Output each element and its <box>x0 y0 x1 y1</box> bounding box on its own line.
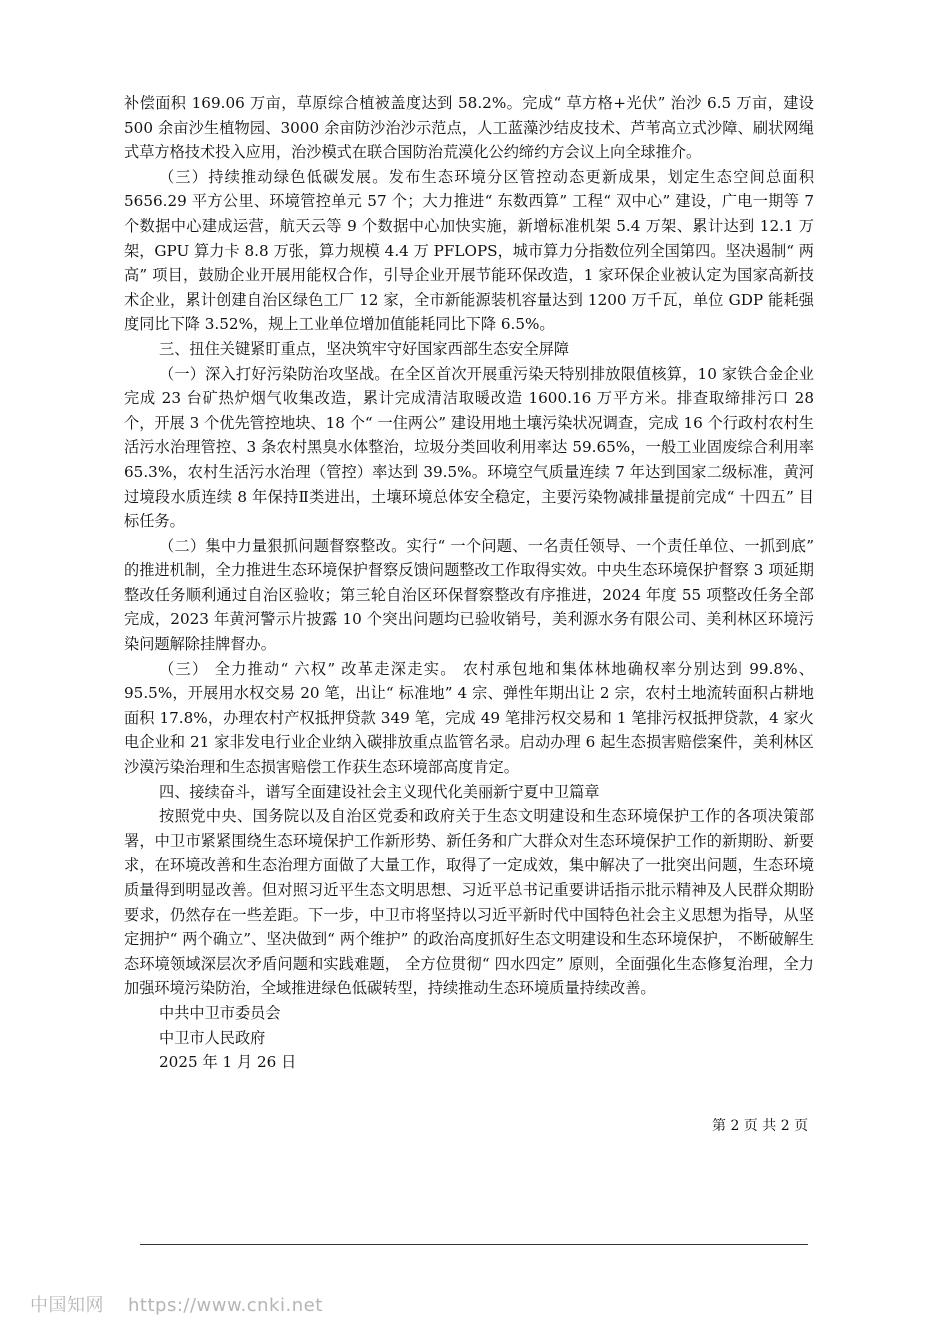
page-number: 第 2 页 共 2 页 <box>712 1118 809 1134</box>
paragraph-green-low-carbon: （三）持续推动绿色低碳发展。发布生态环境分区管控动态更新成果，划定生态空间总面积 5656.29 平方公里、环境管控单元 57 个；大力推进“ 东数西算” 工程“ 双中心” 建设，广电一期等 7 个数据中心建成运营，航天云等 9 个数据中心加快实施，新增标准机架 5.4 万架、累计达到 12.1 万架，GPU 算力卡 8.8 万张，算力规模 4.4 万 PFLOPS，城市算力分指数位列全国第四。坚决遏制“ 两高” 项目，鼓励企业开展用能权合作，引导企业开展节能环保改造，1 家环保企业被认定为国家高新技术企业，累计创建自治区绿色工厂 12 家，全市新能源装机容量达到 1200 万千瓦，单位 GDP 能耗强度同比下降 3.52%，规上工业单位增加值能耗同比下降 6.5%。 <box>124 167 814 334</box>
signature-org-government: 中卫市人民政府 <box>159 1028 266 1047</box>
document-body <box>124 91 814 1075</box>
section-heading-4: 四、接续奋斗，谱写全面建设社会主义现代化美丽新宁夏中卫篇章 <box>159 782 600 801</box>
paragraph-next-steps: 按照党中央、国务院以及自治区党委和政府关于生态文明建设和生态环境保护工作的各项决策部署，中卫市紧紧围绕生态环境保护工作新形势、新任务和广大群众对生态环境保护工作的新期盼、新要求，在环境改善和生态治理方面做了大量工作，取得了一定成效，集中解决了一批突出问题，生态环境质量得到明显改善。但对照习近平生态文明思想、习近平总书记重要讲话指示批示精神及人民群众期盼要求，仍然存在一些差距。下一步，中卫市将坚持以习近平新时代中国特色社会主义思想为指导，从坚定拥护“ 两个确立”、坚决做到“ 两个维护” 的政治高度抓好生态文明建设和生态环境保护， 不断破解生态环境领域深层次矛盾问题和实践难题， 全方位贯彻“ 四水四定” 原则，全面强化生态修复治理，全力加强环境污染防治，全域推进绿色低碳转型，持续推动生态环境质量持续改善。 <box>124 807 814 998</box>
paragraph-six-rights-reform: （三） 全力推动“ 六权” 改革走深走实。 农村承包地和集体林地确权率分别达到 99.8%、 95.5%，开展用水权交易 20 笔，出让“ 标准地” 4 宗、弹性年期出让 2 宗，农村土地流转面积占耕地面积 17.8%，办理农村产权抵押贷款 349 笔，完成 49 笔排污权交易和 1 笔排污权抵押贷款，4 家火电企业和 21 家非发电行业企业纳入碳排放重点监管名录。启动办理 6 起生态损害赔偿案件，美利林区沙漠污染治理和生态损害赔偿工作获生态环境部高度肯定。 <box>124 659 814 777</box>
footer-divider <box>140 1244 808 1245</box>
paragraph-inspection-rectification: （二）集中力量狠抓问题督察整改。实行“ 一个问题、一名责任领导、一个责任单位、一抓到底” 的推进机制，全力推进生态环境保护督察反馈问题整改工作取得实效。中央生态环境保护督察 3 项延期整改任务顺利通过自治区验收；第三轮自治区环保督察整改有序推进，2024 年度 55 项整改任务全部完成，2023 年黄河警示片披露 10 个突出问题均已验收销号，美利源水务有限公司、美利林区环境污染问题解除挂牌督办。 <box>124 536 814 654</box>
section-heading-3: 三、扭住关键紧盯重点，坚决筑牢守好国家西部生态安全屏障 <box>159 339 570 358</box>
signature-date: 2025 年 1 月 26 日 <box>159 1053 297 1072</box>
watermark <box>30 1294 323 1318</box>
paragraph-grassland-sand-control: 补偿面积 169.06 万亩，草原综合植被盖度达到 58.2%。完成“ 草方格+光伏” 治沙 6.5 万亩，建设 500 余亩沙生植物园、3000 余亩防沙治沙示范点，人工蓝藻沙结皮技术、芦苇高立式沙障、刷状网绳式草方格技术投入应用，治沙模式在联合国防治荒漠化公约缔约方会议上向全球推介。 <box>124 94 814 162</box>
watermark-url: https://www.cnki.net <box>128 1295 323 1316</box>
paragraph-pollution-control: （一）深入打好污染防治攻坚战。在全区首次开展重污染天特别排放限值核算，10 家铁合金企业完成 23 台矿热炉烟气收集改造，累计完成清洁取暖改造 1600.16 万平方米。排查取缔排污口 28 个，开展 3 个优先管控地块、18 个“ 一住两公” 建设用地土壤污染状况调查，完成 16 个行政村农村生活污水治理管控、3 条农村黑臭水体整治，垃圾分类回收利用率达 59.65%，一般工业固废综合利用率 65.3%，农村生活污水治理（管控）率达到 39.5%。环境空气质量连续 7 年达到国家二级标准，黄河过境段水质连续 8 年保持Ⅱ类进出，土壤环境总体安全稳定，主要污染物减排量提前完成“ 十四五” 目标任务。 <box>124 364 814 531</box>
signature-org-party-committee: 中共中卫市委员会 <box>159 1003 281 1022</box>
watermark-site-name: 中国知网 <box>30 1295 104 1316</box>
